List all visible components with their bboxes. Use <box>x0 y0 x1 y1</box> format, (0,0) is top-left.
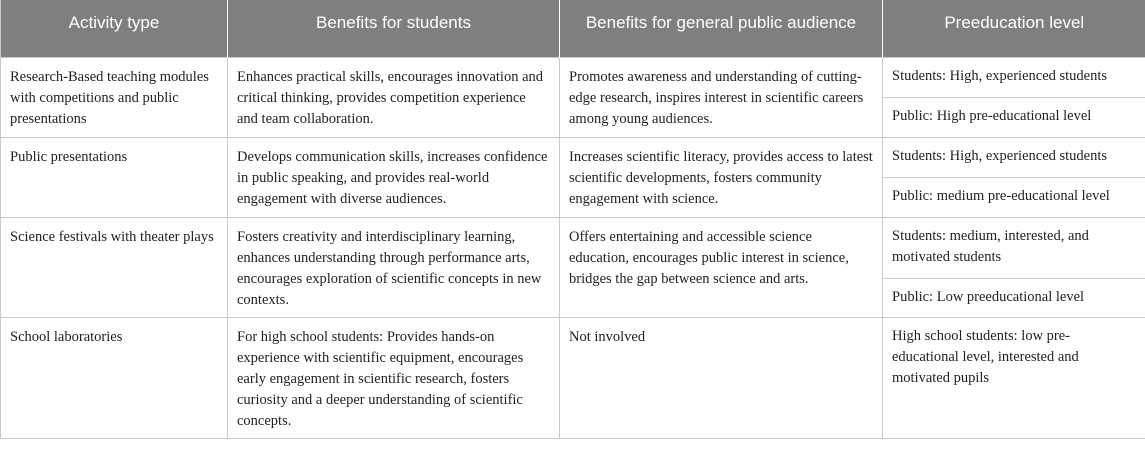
activity-cell: Research-Based teaching modules with competitions and public presentations <box>1 57 228 137</box>
header-preeducation-level: Preeducation level <box>883 0 1145 57</box>
header-activity-type: Activity type <box>1 0 228 57</box>
level-public-cell: Public: High pre-educational level <box>883 97 1145 137</box>
level-students-cell: Students: High, experienced students <box>883 137 1145 177</box>
table-row <box>1 317 1145 438</box>
public-benefits-cell: Promotes awareness and understanding of cutting-edge research, inspires interest in scientific careers among young audiences. <box>560 57 883 137</box>
table-row <box>1 137 1145 177</box>
activity-cell: Science festivals with theater plays <box>1 217 228 317</box>
activity-cell: School laboratories <box>1 317 228 438</box>
student-benefits-cell: Enhances practical skills, encourages innovation and critical thinking, provides competition experience and team collaboration. <box>228 57 560 137</box>
header-benefits-students: Benefits for students <box>228 0 560 57</box>
level-students-cell: High school students: low pre-educational level, interested and motivated pupils <box>883 317 1145 438</box>
header-benefits-public: Benefits for general public audience <box>560 0 883 57</box>
level-public-cell: Public: medium pre-educational level <box>883 177 1145 217</box>
level-public-cell: Public: Low preeducational level <box>883 278 1145 317</box>
level-students-cell: Students: High, experienced students <box>883 57 1145 97</box>
activity-cell: Public presentations <box>1 137 228 217</box>
public-benefits-cell: Offers entertaining and accessible science education, encourages public interest in science, bridges the gap between science and arts. <box>560 217 883 317</box>
header-row <box>1 0 1145 57</box>
public-benefits-cell: Increases scientific literacy, provides access to latest scientific developments, fosters community engagement with science. <box>560 137 883 217</box>
student-benefits-cell: Develops communication skills, increases confidence in public speaking, and provides real-world engagement with diverse audiences. <box>228 137 560 217</box>
public-benefits-cell: Not involved <box>560 317 883 438</box>
table-row <box>1 217 1145 278</box>
student-benefits-cell: For high school students: Provides hands-on experience with scientific equipment, encourages early engagement in scientific research, fosters curiosity and a deeper understanding of scientific concepts. <box>228 317 560 438</box>
student-benefits-cell: Fosters creativity and interdisciplinary learning, enhances understanding through performance arts, encourages exploration of scientific concepts in new contexts. <box>228 217 560 317</box>
table-row <box>1 57 1145 97</box>
level-students-cell: Students: medium, interested, and motivated students <box>883 217 1145 278</box>
